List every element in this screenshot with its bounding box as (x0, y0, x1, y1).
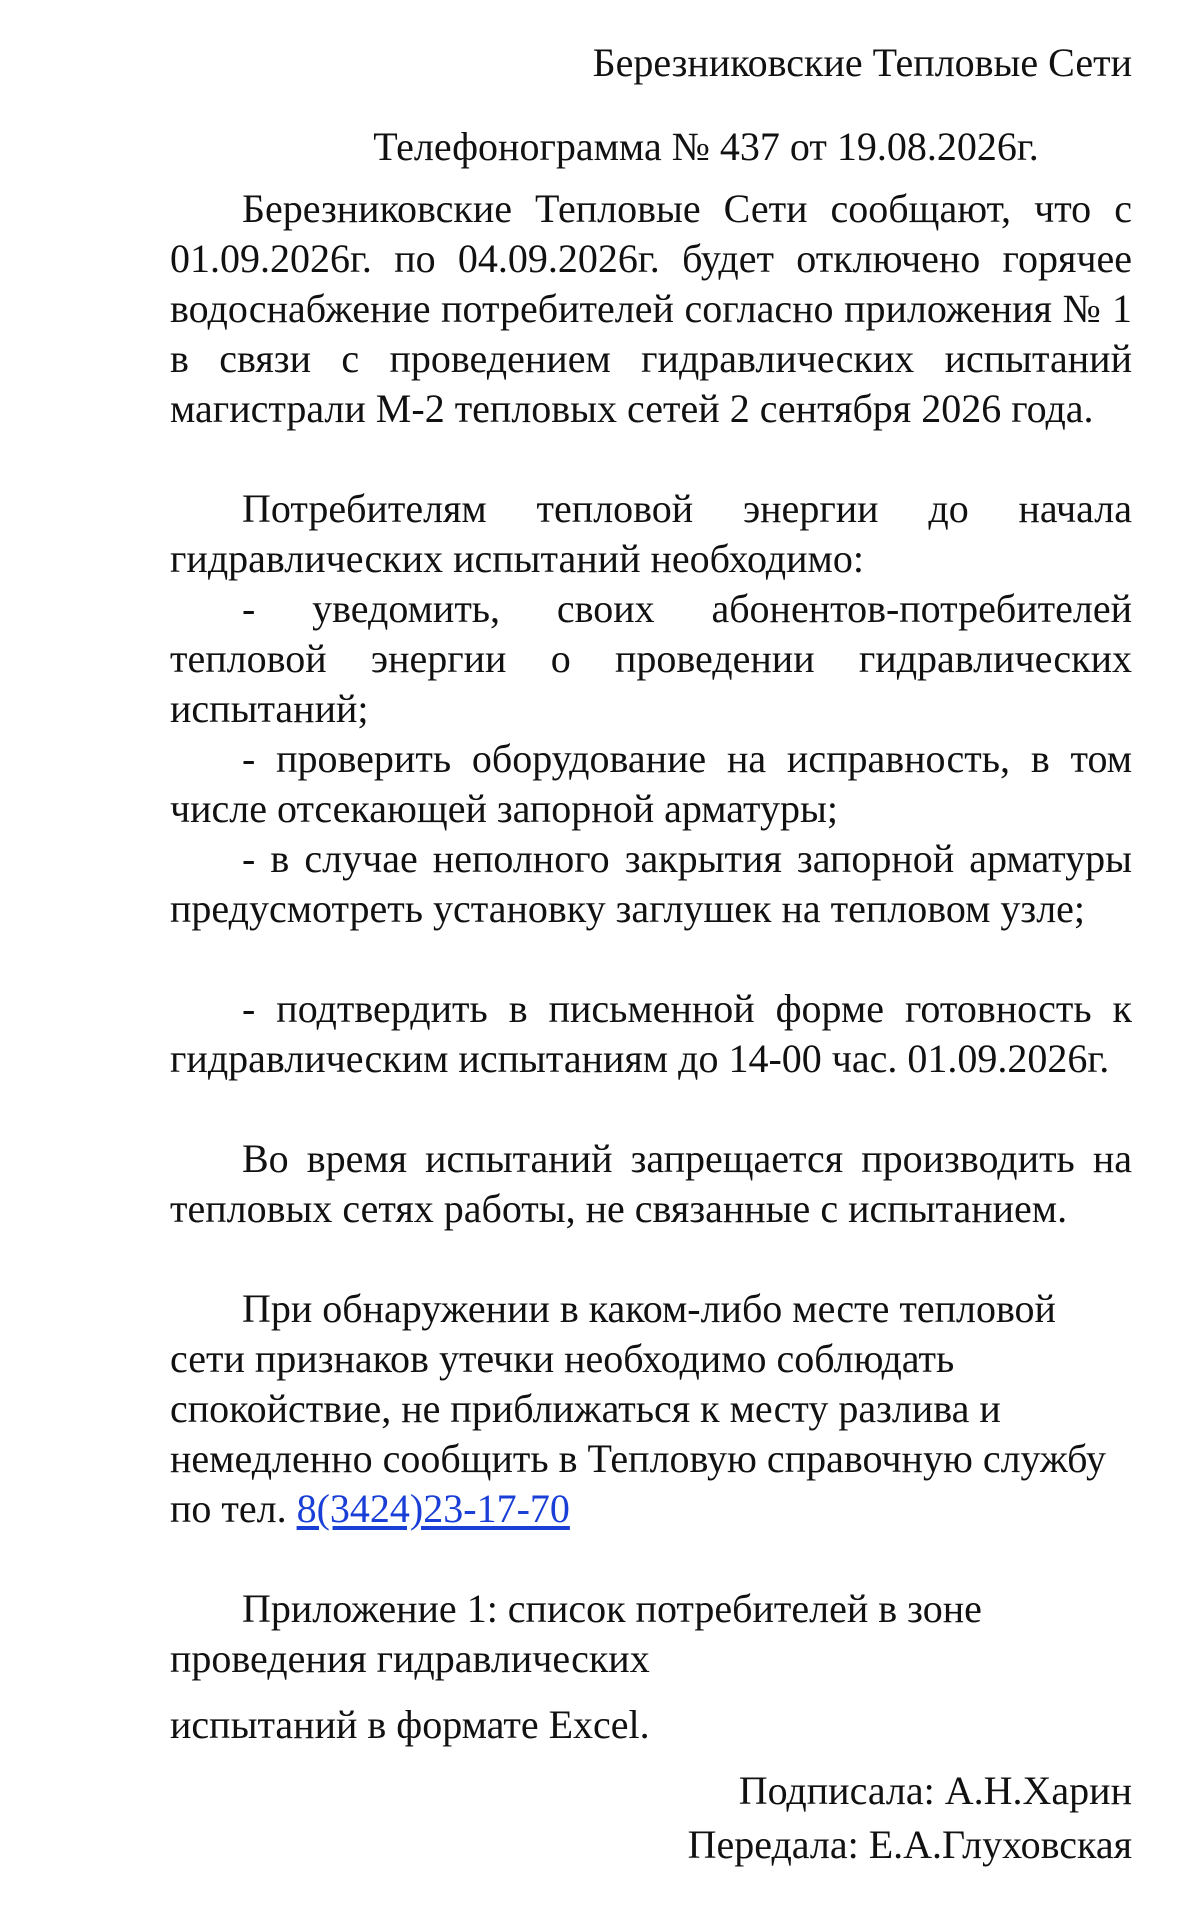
document-title: Телефонограмма № 437 от 19.08.2026г. (373, 124, 1039, 169)
requirement-item: - уведомить, своих абонентов-потребителей тепловой энергии о проведении гидравлических испытаний; (170, 586, 1132, 731)
leak-notice-text: При обнаружении в каком-либо месте тепловой сети признаков утечки необходимо соблюдать спокойствие, не приближаться к месту разлива и немедленно сообщить в Тепловую справочную службу по тел. (170, 1286, 1106, 1531)
requirement-item: - проверить оборудование на исправность, в том числе отсекающей запорной арматуры; (170, 736, 1132, 831)
phone-link[interactable]: 8(3424)23-17-70 (296, 1486, 570, 1531)
requirement-item: - подтвердить в письменной форме готовность к гидравлическим испытаниям до 14-00 час. 01.09.2026г. (170, 986, 1132, 1081)
prohibition-paragraph: Во время испытаний запрещается производить на тепловых сетях работы, не связанные с испытанием. (170, 1136, 1132, 1231)
requirement-item: - в случае неполного закрытия запорной арматуры предусмотреть установку заглушек на тепловом узле; (170, 836, 1132, 931)
signed-by: Подписала: А.Н.Харин (738, 1768, 1132, 1813)
intro-paragraph: Березниковские Тепловые Сети сообщают, что с 01.09.2026г. по 04.09.2026г. будет отключено горячее водоснабжение потребителей согласно приложения № 1 в связи с проведением гидравлических испытаний магистрали М-2 тепловых сетей 2 сентября 2026 года. (170, 186, 1132, 431)
requirements-intro-paragraph: Потребителям тепловой энергии до начала гидравлических испытаний необходимо: (170, 486, 1132, 581)
organization-name: Березниковские Тепловые Сети (592, 40, 1132, 85)
transmitted-by: Передала: Е.А.Глуховская (687, 1822, 1132, 1867)
appendix-line: испытаний в формате Excel. (170, 1702, 650, 1747)
leak-notice-paragraph (170, 1284, 1132, 1534)
appendix-line: Приложение 1: список потребителей в зоне проведения гидравлических (170, 1586, 982, 1681)
